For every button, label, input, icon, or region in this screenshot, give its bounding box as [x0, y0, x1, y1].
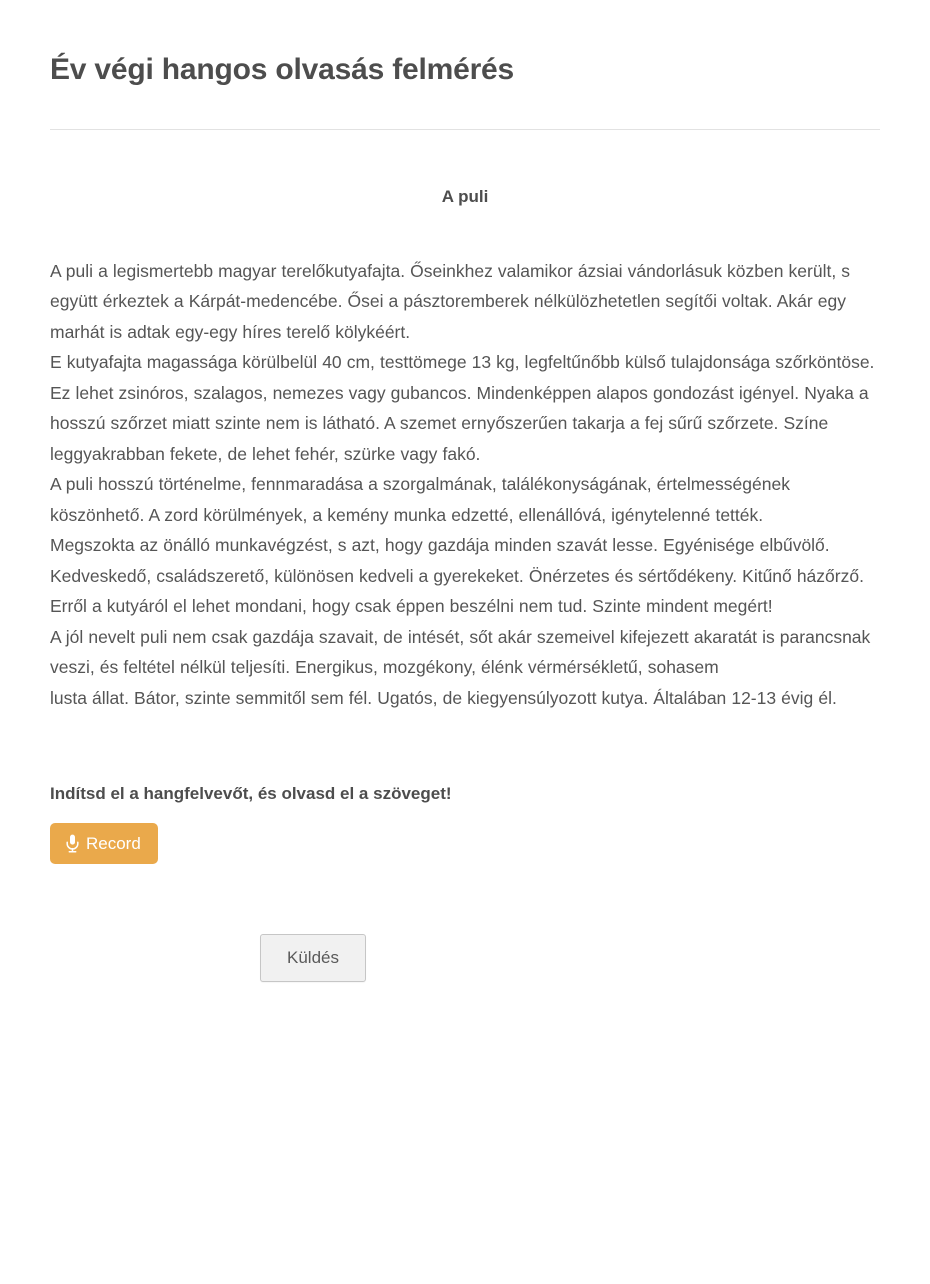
submit-button[interactable]: Küldés — [260, 934, 366, 982]
passage-paragraph: Megszokta az önálló munkavégzést, s azt, hogy gazdája minden szavát lesse. Egyénisége elbűvölő. — [50, 535, 830, 556]
reading-passage — [50, 186, 880, 714]
title-divider — [50, 129, 880, 130]
passage-title: A puli — [441, 186, 489, 206]
page-title: Év végi hangos olvasás felmérés — [50, 53, 515, 86]
record-button[interactable] — [50, 823, 158, 864]
passage-body — [50, 256, 880, 714]
recorder-section — [50, 783, 880, 864]
passage-paragraph: E kutyafajta magassága körülbelül 40 cm, testtömege 13 kg, legfeltűnőbb külső tulajdonsága szőrköntöse. Ez lehet zsinóros, szalagos, nemezes vagy gubancos. Mindenképpen alapos gondozást igényel. Nyaka a hosszú szőrzet miatt szinte nem is látható. A szemet ernyőszerűen takarja a fej sűrű szőrzete. Színe leggyakrabban fekete, de lehet fehér, szürke vagy fakó. — [50, 352, 875, 464]
record-button-label: Record — [86, 834, 141, 854]
passage-paragraph: A jól nevelt puli nem csak gazdája szavait, de intését, sőt akár szemeivel kifejezett akaratát is parancsnak veszi, és feltétel nélkül teljesíti. Energikus, mozgékony, élénk vérmérsékletű, sohasem — [50, 626, 871, 678]
passage-paragraph: Erről a kutyáról el lehet mondani, hogy csak éppen beszélni nem tud. Szinte mindent megért! — [50, 596, 773, 617]
submit-row — [50, 934, 880, 982]
microphone-icon — [65, 834, 80, 853]
passage-paragraph: A puli hosszú történelme, fennmaradása a szorgalmának, találékonyságának, értelmességének köszönhető. A zord körülmények, a kemény munka edzetté, ellenállóvá, igénytelenné tették. — [50, 474, 790, 525]
recorder-instruction: Indítsd el a hangfelvevőt, és olvasd el a szöveget! — [50, 784, 452, 804]
passage-paragraph: A puli a legismertebb magyar terelőkutyafajta. Őseinkhez valamikor ázsiai vándorlásuk közben került, s együtt érkeztek a Kárpát-medencébe. Ősei a pásztoremberek nélkülözhetetlen segítői voltak. Akár egy marhát is adtak egy-egy híres terelő kölykéért. — [50, 260, 851, 342]
content-container — [50, 0, 880, 982]
passage-paragraph: Kedveskedő, családszerető, különösen kedveli a gyerekeket. Önérzetes és sértődékeny. Kitűnő házőrző. — [50, 565, 864, 586]
passage-paragraph: lusta állat. Bátor, szinte semmitől sem fél. Ugatós, de kiegyensúlyozott kutya. Általában 12-13 évig él. — [50, 687, 837, 708]
